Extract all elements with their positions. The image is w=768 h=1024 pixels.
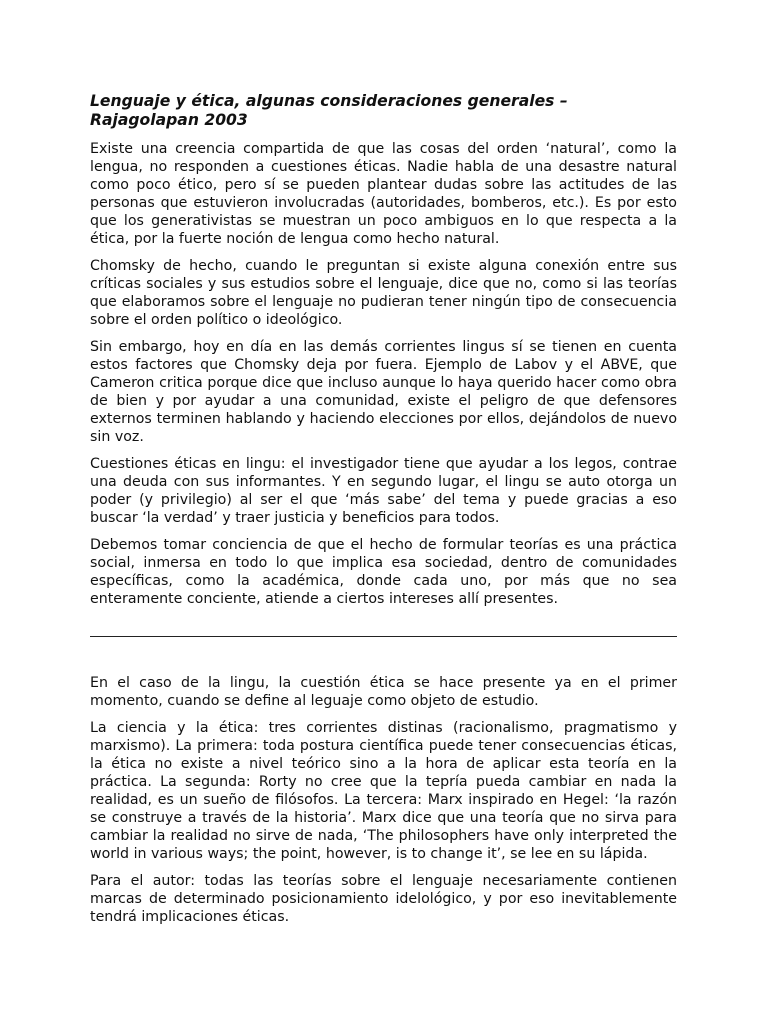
paragraph: Cuestiones éticas en lingu: el investigador tiene que ayudar a los legos, contrae una deuda con sus informantes. Y en segundo lugar, el lingu se auto otorga un poder (y privilegio) al ser el que ‘más sabe’ del tema y puede gracias a eso buscar ‘la verdad’ y traer justicia y beneficios para todos.: [90, 456, 677, 526]
paragraph: Chomsky de hecho, cuando le preguntan si existe alguna conexión entre sus críticas sociales y sus estudios sobre el lenguaje, dice que no, como si las teorías que elaboramos sobre el lenguaje no pudieran tener ningún tipo de consecuencia sobre el orden político o ideológico.: [90, 258, 677, 328]
horizontal-divider: [90, 636, 677, 637]
paragraph: En el caso de la lingu, la cuestión ética se hace presente ya en el primer momento, cuando se define al leguaje como objeto de estudio.: [90, 675, 677, 709]
paragraph: Sin embargo, hoy en día en las demás corrientes lingus sí se tienen en cuenta estos factores que Chomsky deja por fuera. Ejemplo de Labov y el ABVE, que Cameron critica porque dice que incluso aunque lo haya querido hacer como obra de bien y por ayudar a una comunidad, existe el peligro de que defensores externos terminen hablando y haciendo elecciones por ellos, dejándolos de nuevo sin voz.: [90, 339, 677, 445]
paragraph: Para el autor: todas las teorías sobre el lenguaje necesariamente contienen marcas de determinado posicionamiento idelológico, y por eso inevitablemente tendrá implicaciones éticas.: [90, 873, 677, 925]
document-title: Lenguaje y ética, algunas consideraciones generales – Rajagolapan 2003: [90, 92, 568, 129]
document-page: [90, 92, 677, 935]
paragraph: Existe una creencia compartida de que las cosas del orden ‘natural’, como la lengua, no responden a cuestiones éticas. Nadie habla de una desastre natural como poco ético, pero sí se pueden plantear dudas sobre las actitudes de las personas que estuvieron involucradas (autoridades, bomberos, etc.). Es por esto que los generativistas se muestran un poco ambiguos en lo que respecta a la ética, por la fuerte noción de lengua como hecho natural.: [90, 141, 677, 247]
paragraph: La ciencia y la ética: tres corrientes distinas (racionalismo, pragmatismo y marxismo). La primera: toda postura científica puede tener consecuencias éticas, la ética no existe a nivel teórico sino a la hora de aplicar esta teoría en la práctica. La segunda: Rorty no cree que la tepría pueda cambiar en nada la realidad, es un sueño de filósofos. La tercera: Marx inspirado en Hegel: ‘la razón se construye a través de la historia’. Marx dice que una teoría que no sirva para cambiar la realidad no sirve de nada, ‘The philosophers have only interpreted the world in various ways; the point, however, is to change it’, se lee en su lápida.: [90, 720, 677, 862]
paragraph: Debemos tomar conciencia de que el hecho de formular teorías es una práctica social, inmersa en todo lo que implica esa sociedad, dentro de comunidades específicas, como la académica, donde cada uno, por más que no sea enteramente conciente, atiende a ciertos intereses allí presentes.: [90, 537, 677, 607]
